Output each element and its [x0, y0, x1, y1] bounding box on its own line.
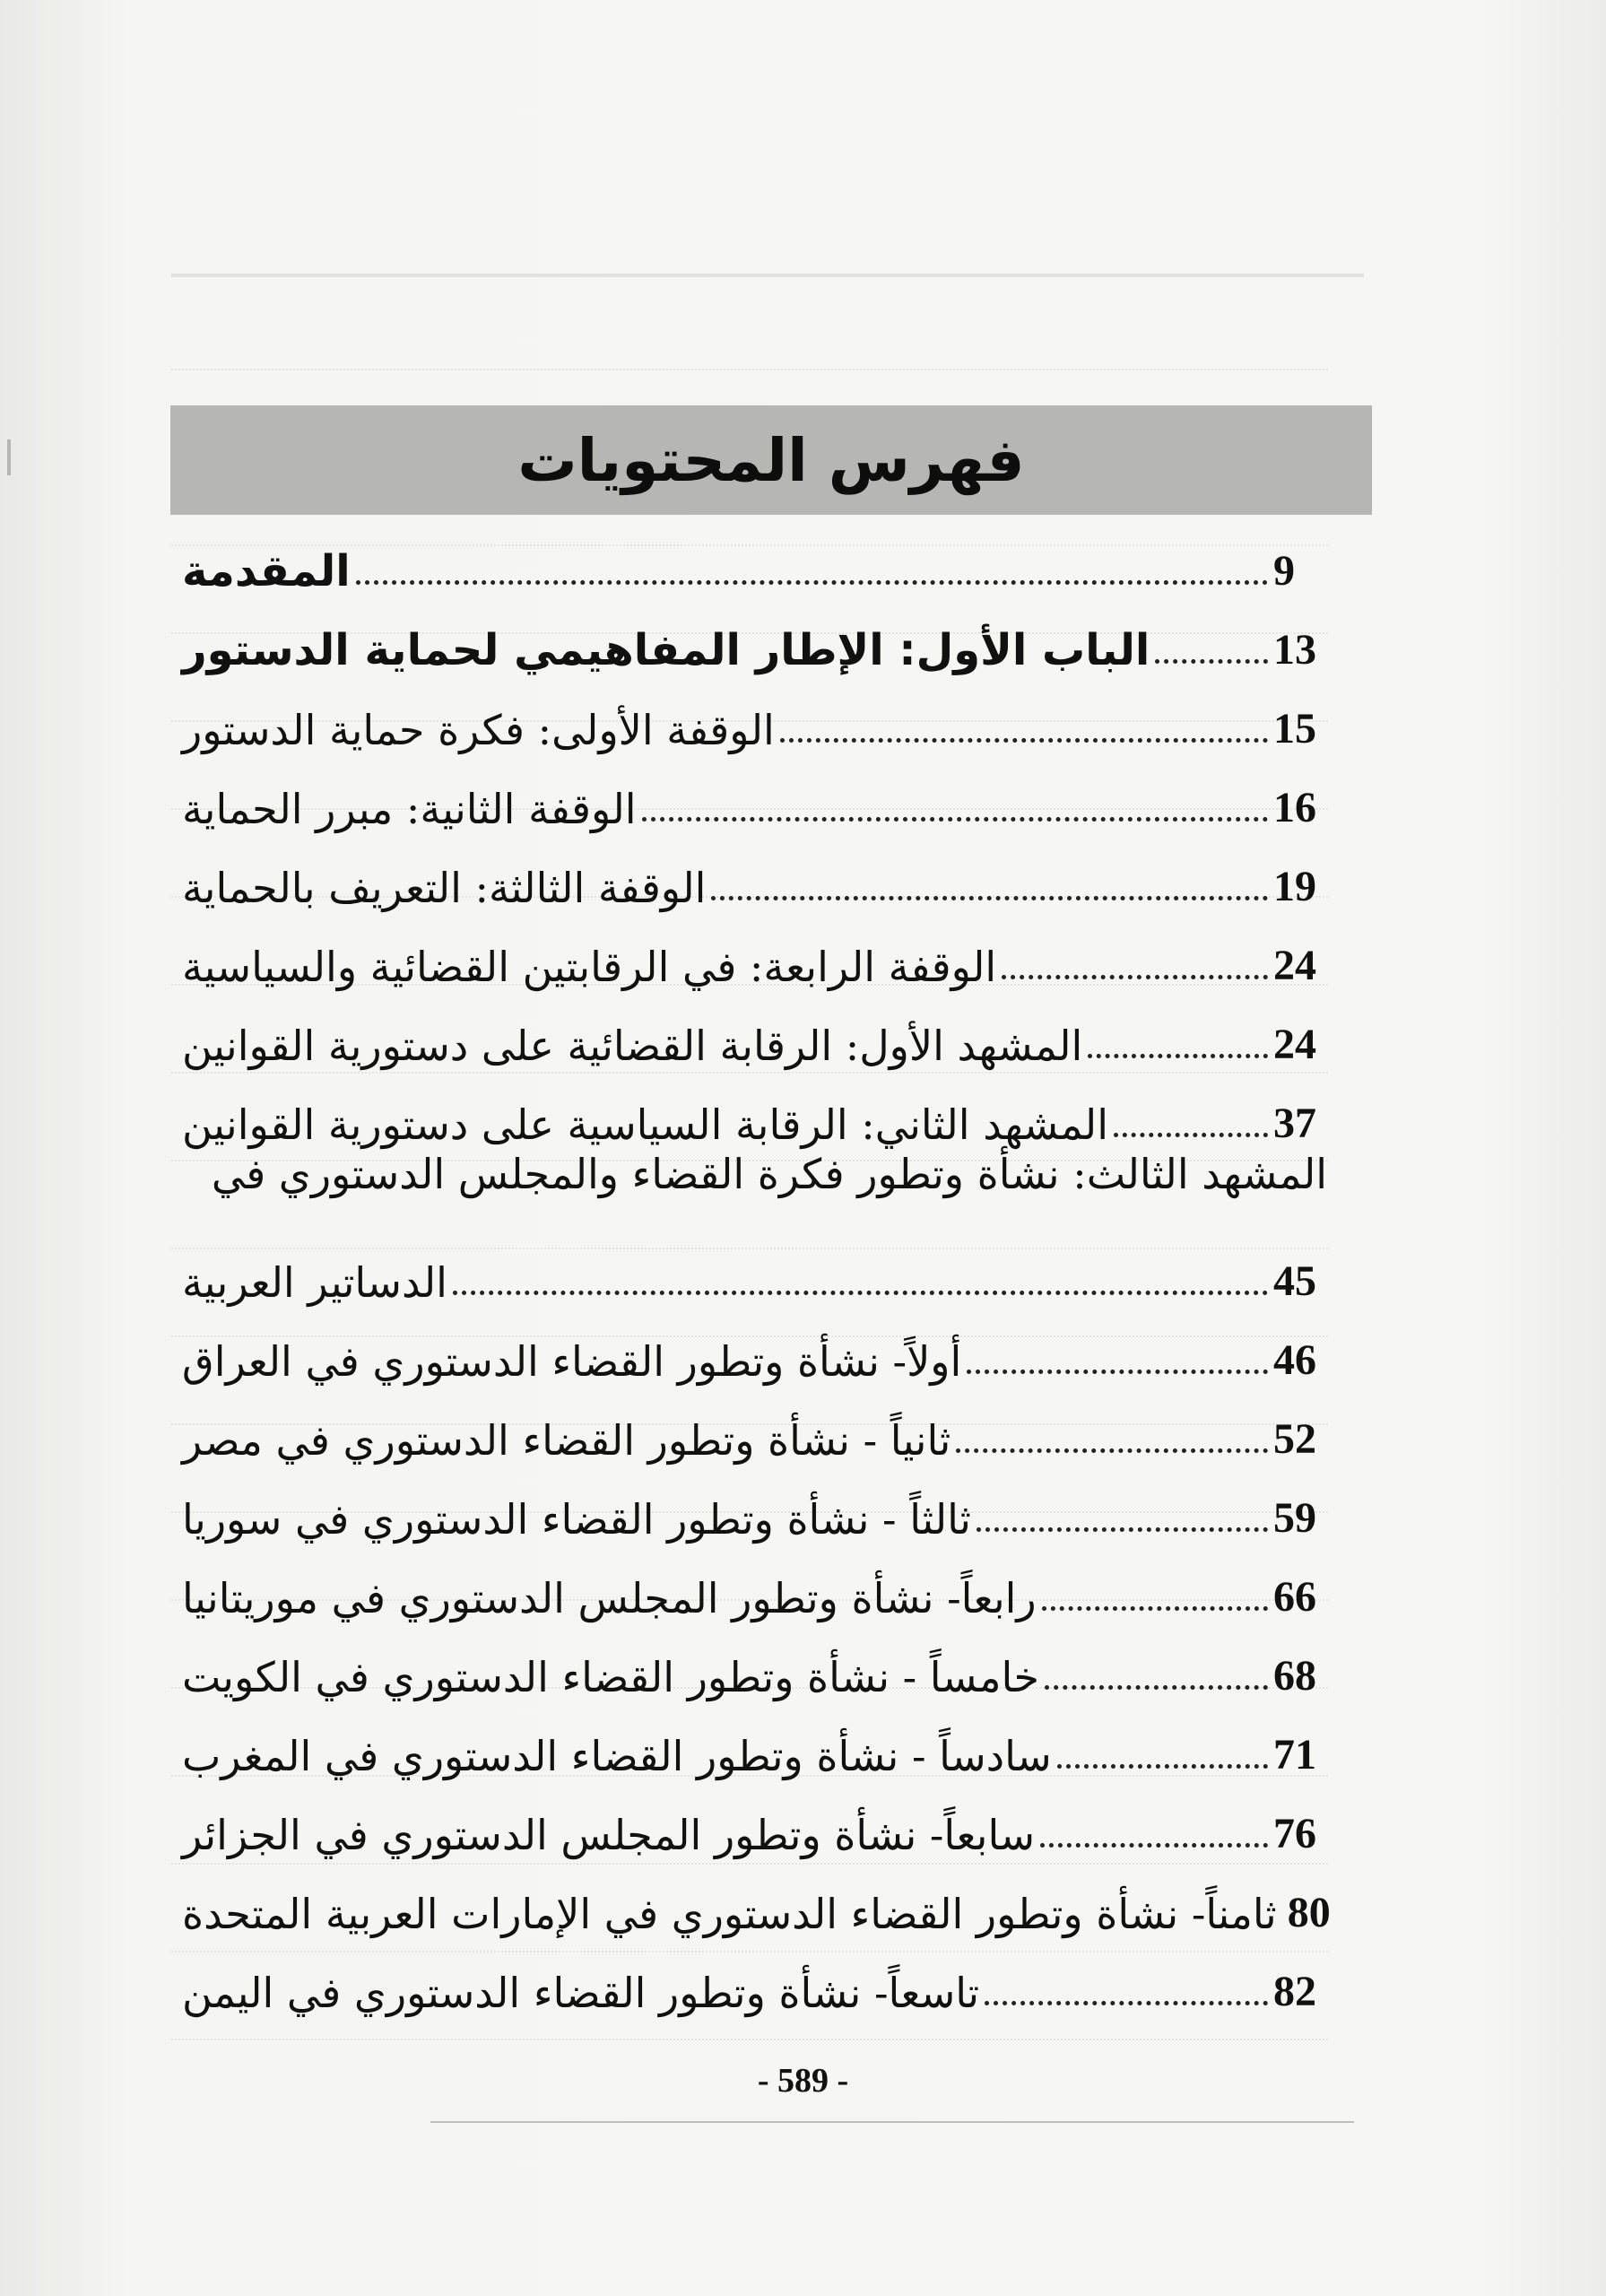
toc-entry-title: سادساً - نشأة وتطور القضاء الدستوري في المغرب [182, 1732, 1052, 1781]
toc-entry[interactable] [175, 1862, 1331, 1939]
toc-entry-title: المشهد الثاني: الرقابة السياسية على دستورية القوانين [182, 1100, 1108, 1150]
toc-entry-page: 46 [1273, 1336, 1316, 1385]
toc-entry[interactable] [175, 599, 1327, 674]
toc-leader-dots [956, 1448, 1268, 1453]
toc-leader-dots [711, 895, 1268, 900]
toc-leader-dots [1002, 974, 1268, 979]
toc-leader-dots [1057, 1763, 1268, 1769]
toc-entry-page: 59 [1273, 1494, 1316, 1543]
toc-entry[interactable] [175, 520, 1327, 596]
toc-entry-page: 68 [1273, 1652, 1316, 1700]
scan-edge-mark [7, 439, 11, 475]
footer-divider [430, 2121, 1354, 2123]
toc-entry[interactable] [175, 1783, 1327, 1858]
toc-entry-title: ثانياً - نشأة وتطور القضاء الدستوري في مصر [182, 1416, 951, 1465]
toc-entry[interactable] [175, 915, 1327, 990]
toc-leader-dots [1088, 1053, 1268, 1058]
toc-entry-page: 15 [1273, 705, 1316, 753]
toc-title-band [170, 405, 1372, 515]
toc-entry-title: الوقفة الثالثة: التعريف بالحماية [182, 864, 707, 913]
toc-entry[interactable] [175, 1231, 1327, 1306]
toc-entry-wrapped-line [175, 1152, 1327, 1227]
toc-entry[interactable] [175, 678, 1327, 753]
toc-entry[interactable] [175, 994, 1327, 1069]
toc-entry[interactable] [175, 757, 1327, 832]
page-number: - 589 - [757, 2062, 849, 2100]
toc-entry-title: أولاً- نشأة وتطور القضاء الدستوري في العراق [182, 1337, 962, 1387]
toc-title: فهرس المحتويات [517, 425, 1025, 495]
toc-leader-dots [780, 737, 1268, 743]
toc-leader-dots [1114, 1132, 1268, 1137]
toc-entry-page: 19 [1273, 863, 1316, 911]
toc-leader-dots [1040, 1842, 1268, 1848]
toc-entry-title: الدساتير العربية [182, 1258, 447, 1308]
toc-entry[interactable] [175, 1309, 1327, 1385]
toc-entry[interactable] [175, 1704, 1327, 1779]
toc-leader-dots [1045, 1684, 1268, 1690]
toc-entry-title: الوقفة الأولى: فكرة حماية الدستور [182, 706, 775, 755]
toc-entry-page: 24 [1273, 942, 1316, 990]
toc-leader-dots [967, 1369, 1268, 1374]
toc-entry-page: 82 [1273, 1968, 1316, 2016]
toc-entry-page: 52 [1273, 1415, 1316, 1464]
toc-leader-dots [1042, 1605, 1268, 1611]
toc-entry-title: الوقفة الثانية: مبرر الحماية [182, 785, 637, 834]
toc-entry-title: ثالثاً - نشأة وتطور القضاء الدستوري في سوريا [182, 1495, 971, 1544]
toc-entry[interactable] [175, 1546, 1327, 1622]
toc-entry-title: المقدمة [182, 546, 351, 597]
toc-entry-page: 9 [1273, 547, 1295, 596]
toc-entry-title: الوقفة الرابعة: في الرقابتين القضائية والسياسية [182, 943, 997, 992]
toc-entry-page: 45 [1273, 1257, 1316, 1306]
toc-leader-dots [977, 1526, 1268, 1532]
toc-entry-title: المشهد الأول: الرقابة القضائية على دستورية القوانين [182, 1022, 1083, 1071]
toc-entry-title: رابعاً- نشأة وتطور المجلس الدستوري في موريتانيا [182, 1574, 1037, 1623]
toc-entry-page: 76 [1273, 1810, 1316, 1858]
toc-entry[interactable] [175, 1073, 1327, 1148]
toc-leader-dots [356, 579, 1268, 585]
toc-entry-title: ثامناً- نشأة وتطور القضاء الدستوري في الإمارات العربية المتحدة [182, 1890, 1277, 1939]
toc-entry-title-line1: المشهد الثالث: نشأة وتطور فكرة القضاء والمجلس الدستوري في [211, 1150, 1327, 1198]
toc-leader-dots [1155, 658, 1268, 664]
toc-leader-dots [453, 1290, 1268, 1295]
toc-entry[interactable] [175, 1388, 1327, 1464]
toc-entry[interactable] [175, 1941, 1327, 2016]
toc-entry-title: تاسعاً- نشأة وتطور القضاء الدستوري في اليمن [182, 1969, 980, 2018]
toc-entry-title: خامساً - نشأة وتطور القضاء الدستوري في الكويت [182, 1653, 1039, 1702]
toc-leader-dots [642, 816, 1268, 822]
toc-entry-page: 24 [1273, 1021, 1316, 1069]
toc-entry-page: 80 [1287, 1889, 1331, 1937]
toc-entry-title: الباب الأول: الإطار المفاهيمي لحماية الدستور [182, 625, 1150, 676]
toc-entry[interactable] [175, 1625, 1327, 1700]
toc-entry[interactable] [175, 836, 1327, 911]
toc-entry-page: 37 [1273, 1100, 1316, 1148]
toc-entry-page: 66 [1273, 1573, 1316, 1622]
toc-entry[interactable] [175, 1467, 1327, 1543]
toc-entry-page: 16 [1273, 784, 1316, 832]
toc-entry-page: 71 [1273, 1731, 1316, 1779]
toc-entry-title: سابعاً- نشأة وتطور المجلس الدستوري في الجزائر [182, 1811, 1035, 1860]
toc-leader-dots [985, 2000, 1268, 2005]
toc-entry-page: 13 [1273, 626, 1316, 674]
